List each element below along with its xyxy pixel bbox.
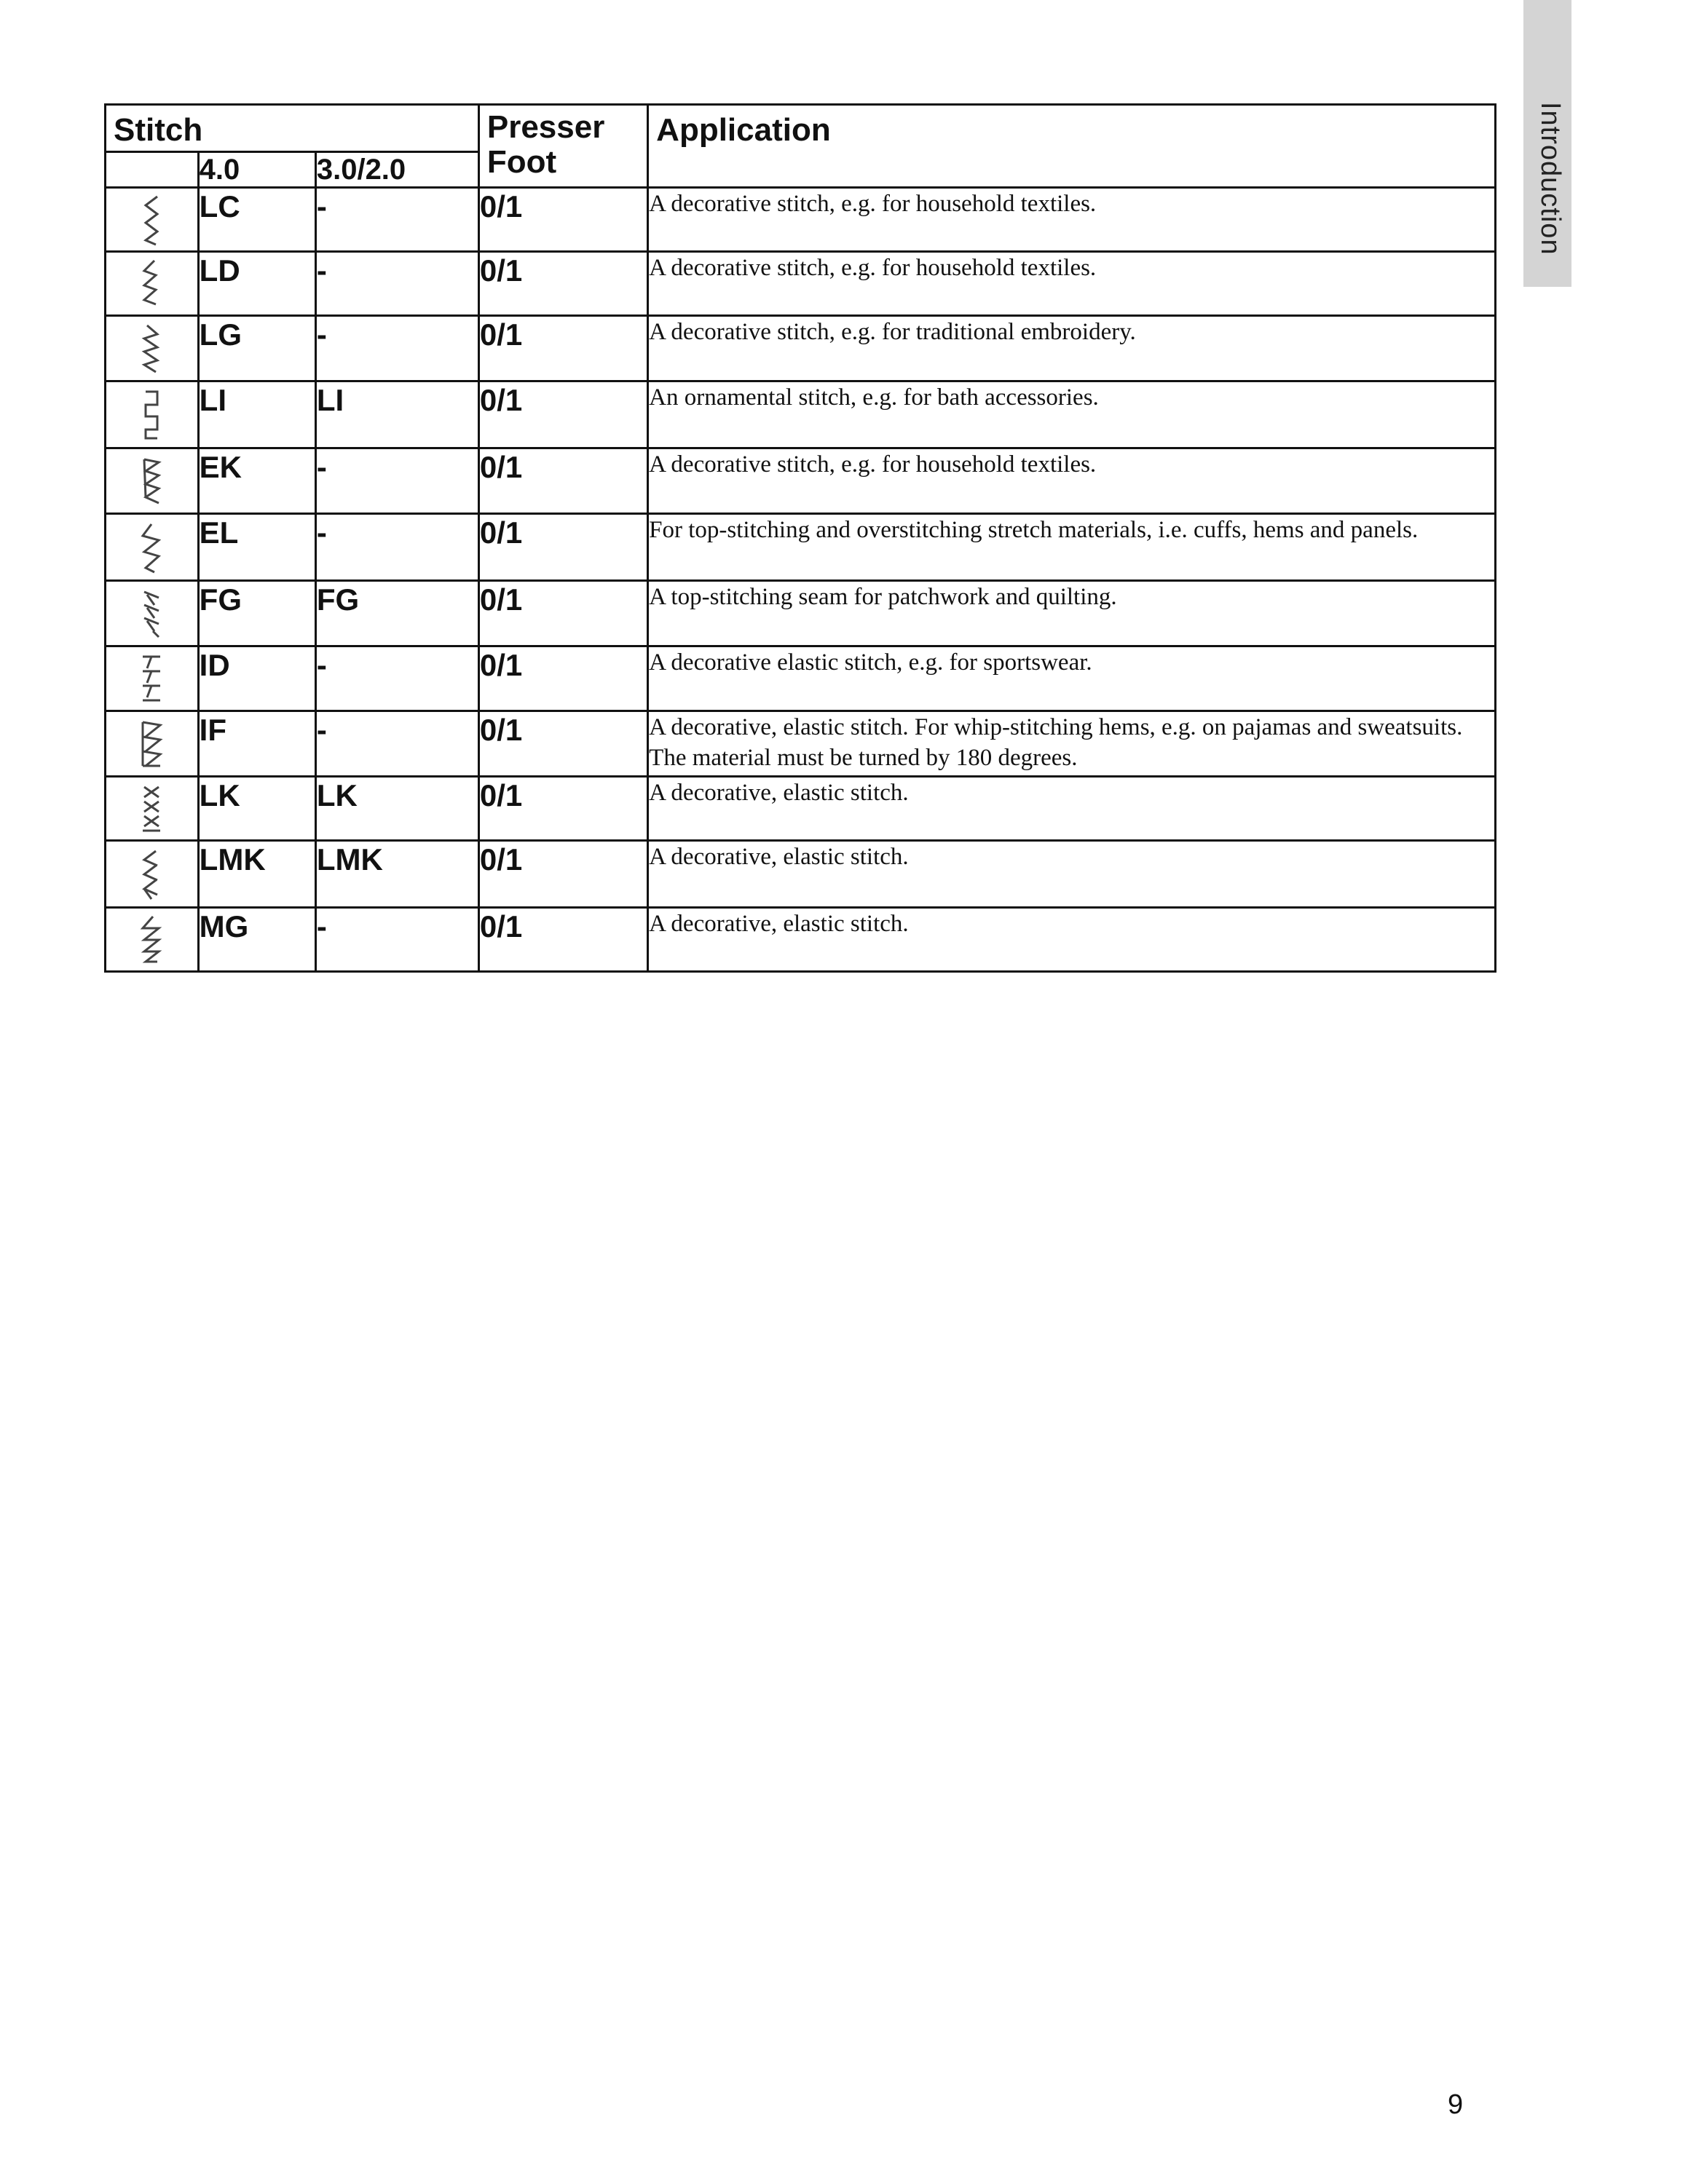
stitch-lc-icon (106, 188, 199, 252)
stitch-lg-icon (106, 316, 199, 381)
application-text: An ornamental stitch, e.g. for bath accessories. (648, 381, 1496, 448)
stitch-code-b: - (315, 448, 478, 514)
presser-foot-value: 0/1 (478, 514, 647, 581)
stitch-table (104, 103, 1496, 973)
stitch-code-a: EL (198, 514, 315, 581)
stitch-code-b: FG (315, 581, 478, 646)
stitch-code-a: LK (198, 777, 315, 841)
table-row (106, 381, 1496, 448)
table-row (106, 908, 1496, 972)
table-row (106, 711, 1496, 777)
application-text: A decorative, elastic stitch. (648, 777, 1496, 841)
stitch-ek-icon (106, 448, 199, 514)
stitch-li-icon (106, 381, 199, 448)
stitch-if-icon (106, 711, 199, 777)
application-text: A decorative stitch, e.g. for traditional embroidery. (648, 316, 1496, 381)
application-text: A decorative stitch, e.g. for household textiles. (648, 448, 1496, 514)
presser-foot-value: 0/1 (478, 381, 647, 448)
table-row (106, 188, 1496, 252)
stitch-lk-icon (106, 777, 199, 841)
stitch-code-b: - (315, 908, 478, 972)
stitch-code-b: LMK (315, 841, 478, 908)
stitch-code-b: - (315, 514, 478, 581)
table-row (106, 448, 1496, 514)
table-row (106, 514, 1496, 581)
presser-foot-value: 0/1 (478, 841, 647, 908)
stitch-mg-icon (106, 908, 199, 972)
table-row (106, 316, 1496, 381)
stitch-code-b: - (315, 646, 478, 711)
presser-foot-value: 0/1 (478, 252, 647, 316)
application-text: A decorative elastic stitch, e.g. for sportswear. (648, 646, 1496, 711)
table-row (106, 581, 1496, 646)
stitch-code-a: LC (198, 188, 315, 252)
table-row (106, 252, 1496, 316)
presser-foot-value: 0/1 (478, 581, 647, 646)
stitch-code-b: - (315, 252, 478, 316)
side-tab-label: Introduction (1535, 102, 1566, 256)
stitch-code-b: - (315, 188, 478, 252)
presser-foot-value: 0/1 (478, 711, 647, 777)
application-text: A decorative stitch, e.g. for household textiles. (648, 188, 1496, 252)
stitch-id-icon (106, 646, 199, 711)
stitch-header: Stitch (106, 105, 479, 152)
application-text: For top-stitching and overstitching stretch materials, i.e. cuffs, hems and panels. (648, 514, 1496, 581)
stitch-lmk-icon (106, 841, 199, 908)
stitch-code-a: IF (198, 711, 315, 777)
stitch-el-icon (106, 514, 199, 581)
stitch-code-a: LD (198, 252, 315, 316)
stitch-code-b: LK (315, 777, 478, 841)
presser-foot-value: 0/1 (478, 448, 647, 514)
application-text: A decorative, elastic stitch. (648, 908, 1496, 972)
stitch-code-b: - (315, 316, 478, 381)
table-row (106, 646, 1496, 711)
page-number: 9 (1448, 2089, 1464, 2120)
stitch-code-a: LI (198, 381, 315, 448)
stitch-code-b: - (315, 711, 478, 777)
col-a-header: 4.0 (198, 152, 315, 188)
stitch-code-a: FG (198, 581, 315, 646)
presser-foot-value: 0/1 (478, 908, 647, 972)
application-text: A decorative, elastic stitch. (648, 841, 1496, 908)
subheader-blank (106, 152, 199, 188)
stitch-fg-icon (106, 581, 199, 646)
header-row (106, 105, 1496, 152)
presser-foot-value: 0/1 (478, 646, 647, 711)
presser-foot-header: Presser Foot (478, 105, 647, 188)
application-text: A decorative, elastic stitch. For whip-stitching hems, e.g. on pajamas and sweatsuits. The material must be turned by 180 degrees. (648, 711, 1496, 777)
stitch-code-b: LI (315, 381, 478, 448)
table-row (106, 841, 1496, 908)
presser-foot-value: 0/1 (478, 188, 647, 252)
presser-foot-value: 0/1 (478, 777, 647, 841)
presser-foot-value: 0/1 (478, 316, 647, 381)
table-row (106, 777, 1496, 841)
stitch-code-a: EK (198, 448, 315, 514)
application-header: Application (648, 105, 1496, 188)
application-text: A decorative stitch, e.g. for household textiles. (648, 252, 1496, 316)
stitch-code-a: ID (198, 646, 315, 711)
stitch-code-a: LG (198, 316, 315, 381)
stitch-code-a: LMK (198, 841, 315, 908)
col-b-header: 3.0/2.0 (315, 152, 478, 188)
stitch-code-a: MG (198, 908, 315, 972)
application-text: A top-stitching seam for patchwork and quilting. (648, 581, 1496, 646)
stitch-ld-icon (106, 252, 199, 316)
